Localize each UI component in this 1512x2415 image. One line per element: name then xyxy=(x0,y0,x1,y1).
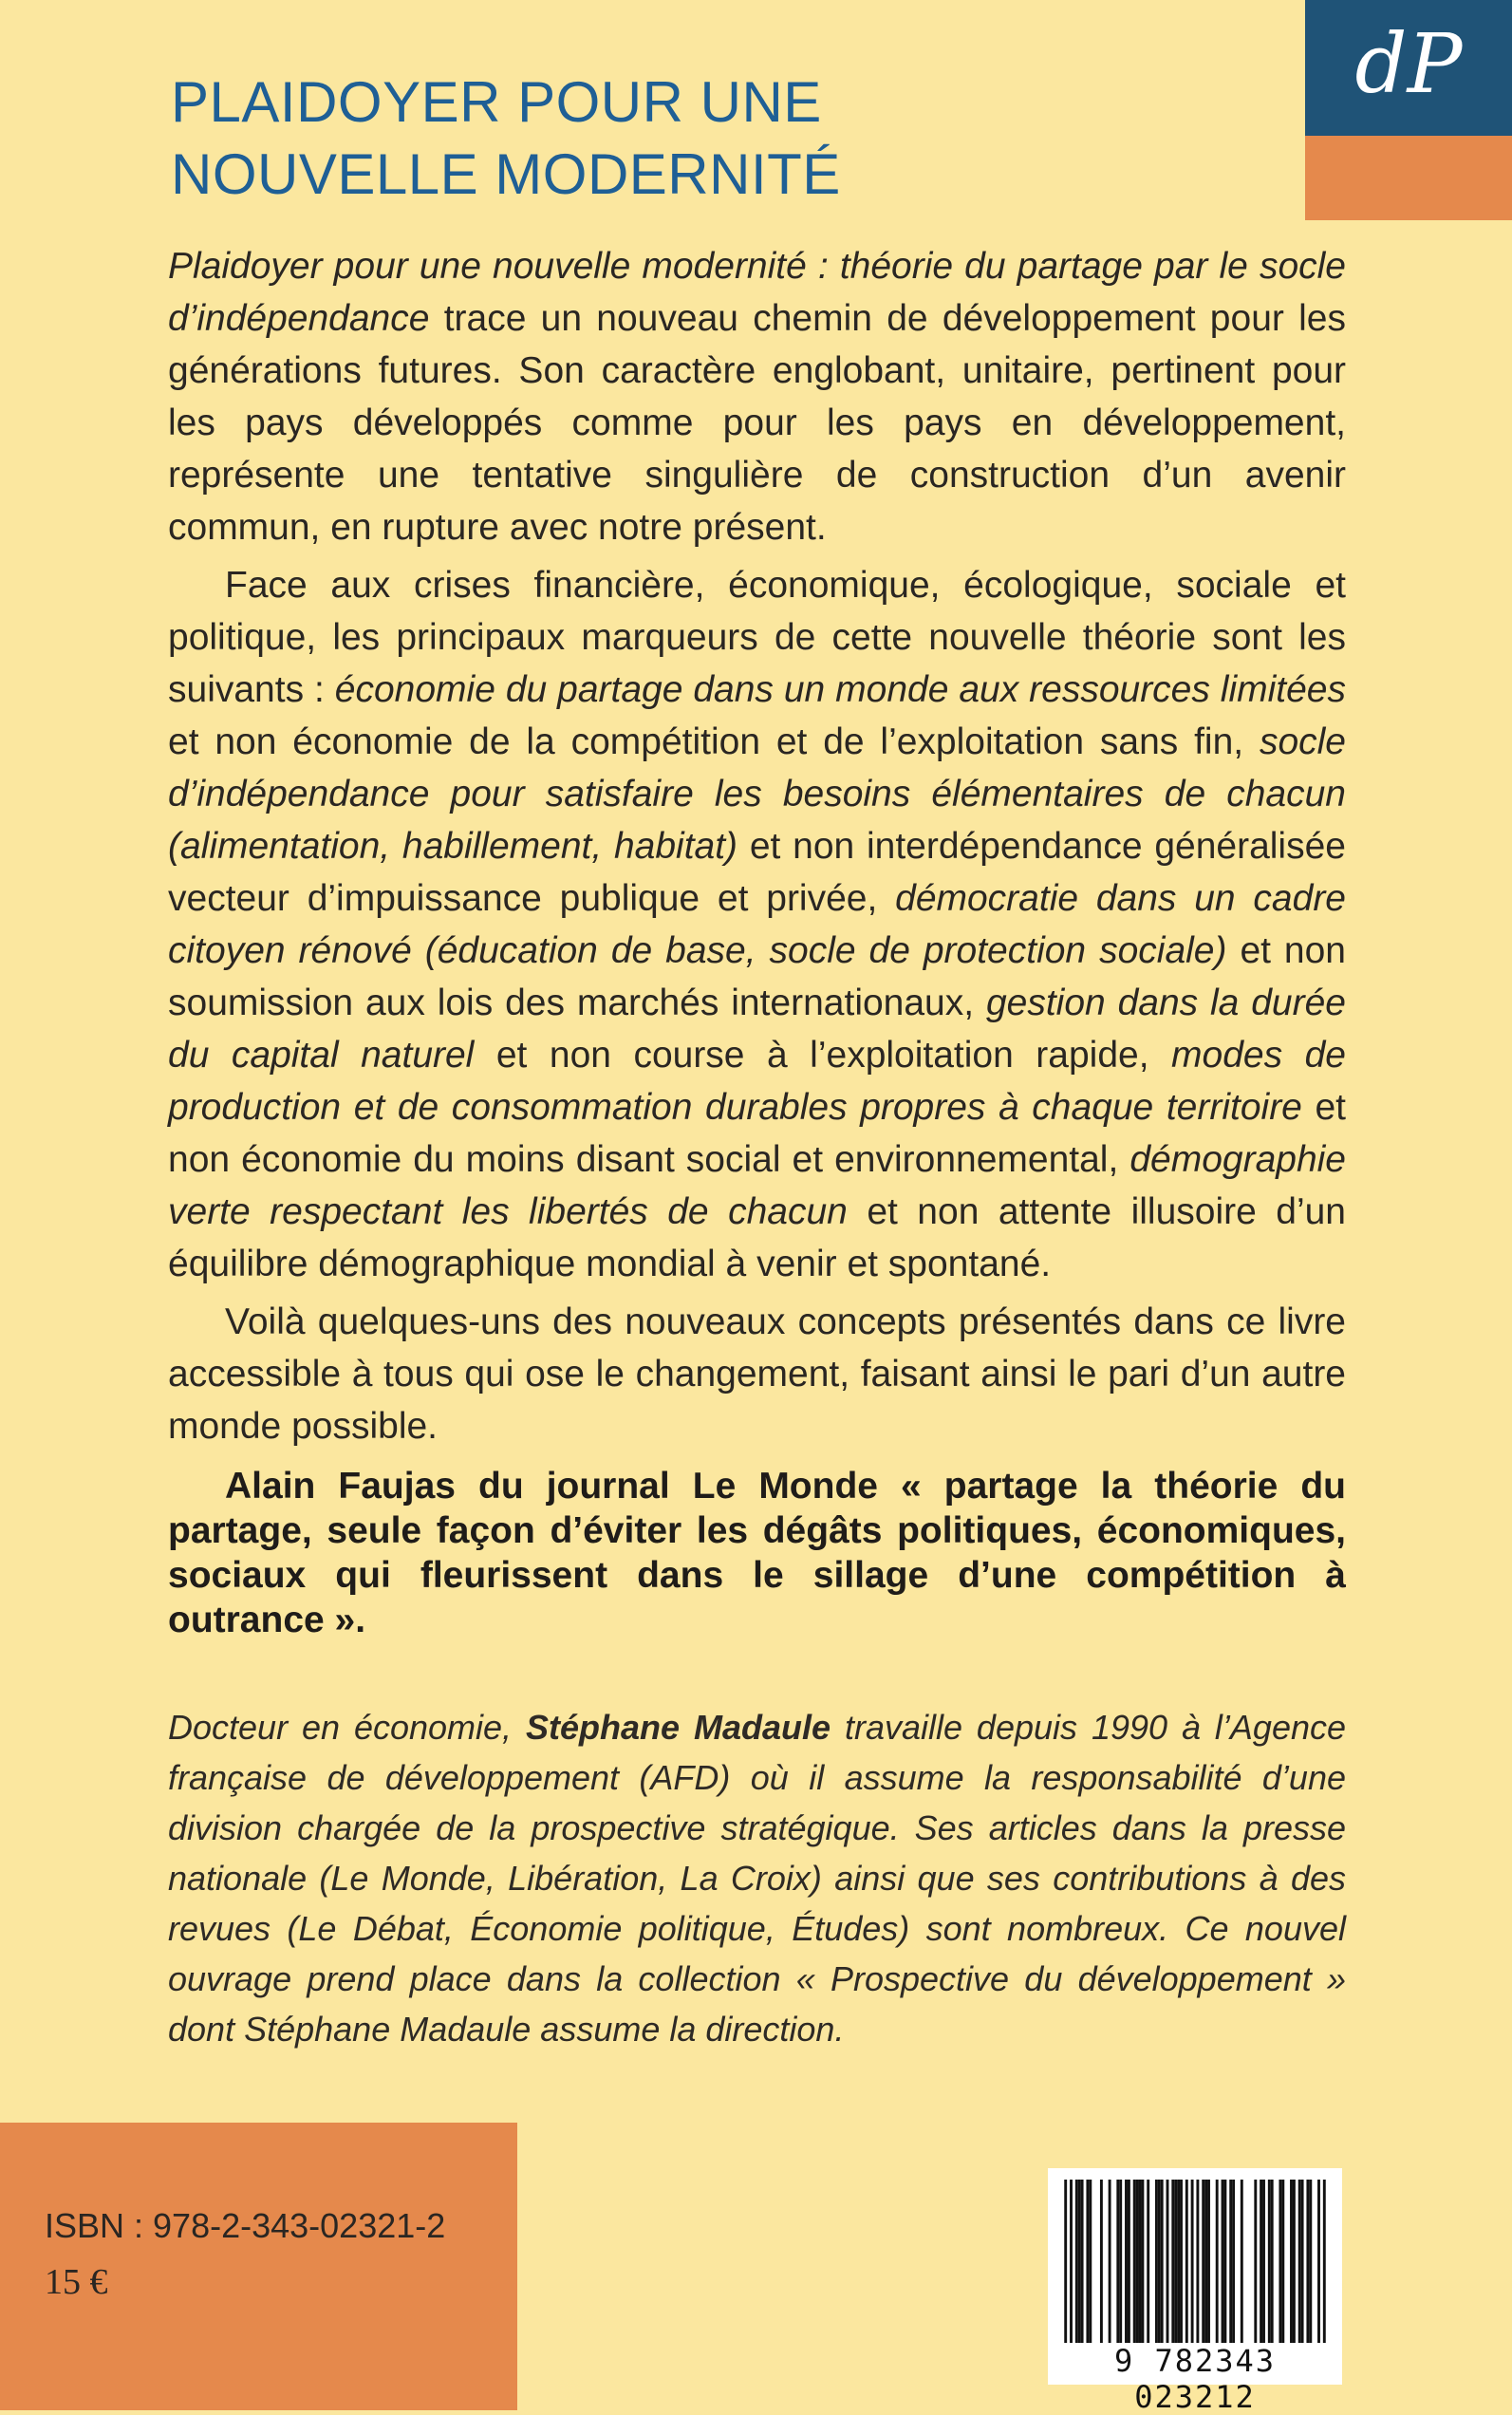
p2-italic-2: socle d’indépendance pour satisfaire les besoins élémentaires de chacun (alimentation, habillement, habitat) xyxy=(168,721,1346,867)
p2-text-2: et non économie de la compétition et de l’exploitation sans fin, xyxy=(168,721,1260,762)
barcode-bar xyxy=(1306,2180,1309,2343)
barcode-bar xyxy=(1158,2180,1161,2343)
barcode-bar xyxy=(1317,2180,1320,2343)
barcode-bar xyxy=(1171,2180,1174,2343)
barcode-bar xyxy=(1075,2180,1078,2343)
barcode-bar xyxy=(1293,2180,1296,2343)
barcode-bar xyxy=(1241,2180,1243,2343)
blurb-paragraph-3: Voilà quelques-uns des nouveaux concepts présentés dans ce livre accessible à tous qui ose le changement, faisant ainsi le pari d’un autre monde possible. xyxy=(168,1301,1346,1447)
barcode-bar xyxy=(1109,2180,1111,2343)
p2-text-7: et non attente illusoire d’un équilibre démographique mondial à venir et spontané. xyxy=(168,1191,1346,1284)
barcode-bar xyxy=(1222,2180,1224,2343)
barcode-bar xyxy=(1202,2180,1204,2343)
author-bio xyxy=(168,1702,1346,2054)
bio-text-2: travaille depuis 1990 à l’Agence française de développement (AFD) où il assume la responsabilité d’une division chargée de la prospective stratégique. Ses articles dans la presse nationale (Le Monde, Libération, La Croix) ainsi que ses contributions à des revues (Le Débat, Économie politique, Études) sont nombreux. Ce nouvel ouvrage prend place dans la collection « Prospective du développement » dont Stéphane Madaule assume la direction. xyxy=(168,1708,1347,2049)
barcode-bar xyxy=(1141,2180,1144,2343)
barcode-bar xyxy=(1119,2180,1122,2343)
barcode-digits: 9 782343 023212 xyxy=(1113,2343,1277,2415)
barcode-bar xyxy=(1064,2180,1067,2343)
barcode-bar xyxy=(1204,2180,1207,2343)
barcode-bar xyxy=(1128,2180,1130,2343)
barcode-bar xyxy=(1174,2180,1177,2343)
barcode-bar xyxy=(1081,2180,1084,2343)
bio-author-name: Stéphane Madaule xyxy=(526,1708,831,1747)
barcode-bar xyxy=(1078,2180,1081,2343)
barcode-bar xyxy=(1262,2180,1265,2343)
barcode-bar xyxy=(1281,2180,1284,2343)
barcode-bar xyxy=(1185,2180,1188,2343)
barcode-bar xyxy=(1116,2180,1119,2343)
barcode-bar xyxy=(1271,2180,1274,2343)
p2-text-5: et non course à l’exploitation rapide, xyxy=(474,1035,1172,1076)
book-title xyxy=(171,66,1262,211)
barcode-bar xyxy=(1070,2180,1073,2343)
barcode-bar xyxy=(1229,2180,1232,2343)
p2-italic-6: démographie verte respectant les libertés de chacun xyxy=(168,1139,1346,1232)
logo-orange-panel xyxy=(1305,136,1512,220)
barcode-bar xyxy=(1089,2180,1092,2343)
barcode-bar xyxy=(1191,2180,1194,2343)
blurb-italic-lead: Plaidoyer pour une nouvelle modernité : théorie du partage par le socle d’indépendance xyxy=(168,246,1346,339)
blurb-paragraph-1-text: trace un nouveau chemin de développement pour les générations futures. Son caractère englobant, unitaire, pertinent pour les pays développés comme pour les pays en développement, représente une tentative singulière de construction d’un avenir commun, en rupture avec notre présent. xyxy=(168,298,1346,548)
barcode-bar xyxy=(1139,2180,1142,2343)
barcode xyxy=(1048,2168,1342,2415)
barcode-bar xyxy=(1133,2180,1136,2343)
p2-italic-5: modes de production et de consommation durables propres à chaque territoire xyxy=(168,1035,1346,1128)
barcode-bar xyxy=(1180,2180,1183,2343)
bio-text-1: Docteur en économie, xyxy=(168,1708,526,1747)
barcode-bar xyxy=(1309,2180,1312,2343)
isbn-panel xyxy=(0,2123,517,2410)
publisher-logo xyxy=(1305,0,1512,220)
p2-text-4: et non soumission aux lois des marchés internationaux, xyxy=(168,930,1346,1023)
barcode-bar xyxy=(1301,2180,1304,2343)
barcode-bar xyxy=(1298,2180,1301,2343)
barcode-bar xyxy=(1196,2180,1199,2343)
barcode-bars xyxy=(1048,2168,1342,2349)
barcode-bar xyxy=(1177,2180,1180,2343)
price: 15 € xyxy=(45,2262,108,2302)
barcode-bar xyxy=(1279,2180,1281,2343)
barcode-bar xyxy=(1086,2180,1089,2343)
barcode-bar xyxy=(1260,2180,1262,2343)
p2-text-3: et non interdépendance généralisée vecteur d’impuissance publique et privée, xyxy=(168,826,1346,919)
barcode-bar xyxy=(1268,2180,1271,2343)
barcode-bar xyxy=(1223,2180,1226,2343)
barcode-bar xyxy=(1155,2180,1158,2343)
barcode-bar xyxy=(1290,2180,1293,2343)
logo-blue-panel xyxy=(1305,0,1512,136)
p2-italic-3: démocratie dans un cadre citoyen rénové (éducation de base, socle de protection sociale) xyxy=(168,878,1346,971)
barcode-bar xyxy=(1207,2180,1210,2343)
blurb-paragraph-2 xyxy=(168,559,1346,1290)
blurb xyxy=(168,240,1346,1642)
barcode-bar xyxy=(1323,2180,1326,2343)
barcode-bar xyxy=(1161,2180,1164,2343)
barcode-bar xyxy=(1136,2180,1139,2343)
barcode-bar xyxy=(1167,2180,1169,2343)
p2-text-6: et non économie du moins disant social et environnemental, xyxy=(168,1087,1346,1180)
p2-italic-1: économie du partage dans un monde aux ressources limitées xyxy=(334,669,1347,710)
barcode-bar xyxy=(1232,2180,1235,2343)
barcode-bar xyxy=(1147,2180,1149,2343)
publisher-logo-mark: dP xyxy=(1354,16,1463,112)
isbn: ISBN : 978-2-343-02321-2 xyxy=(45,2206,446,2245)
barcode-bar xyxy=(1100,2180,1103,2343)
press-quote: Alain Faujas du journal Le Monde « partage la théorie du partage, seule façon d’éviter les dégâts politiques, économiques, sociaux qui fleurissent dans le sillage d’une compétition à outrance ». xyxy=(168,1466,1346,1640)
p2-italic-4: gestion dans la durée du capital naturel xyxy=(168,983,1346,1076)
barcode-bar xyxy=(1216,2180,1219,2343)
barcode-bar xyxy=(1254,2180,1257,2343)
title-line-2: NOUVELLE MODERNITÉ xyxy=(171,142,841,206)
p2-text-1: Face aux crises financière, économique, écologique, sociale et politique, les principaux marqueurs de cette nouvelle théorie sont les suivants : xyxy=(168,565,1346,710)
barcode-bar xyxy=(1125,2180,1128,2343)
title-line-1: PLAIDOYER POUR UNE xyxy=(171,70,822,134)
blurb-paragraph-1 xyxy=(168,240,1346,553)
